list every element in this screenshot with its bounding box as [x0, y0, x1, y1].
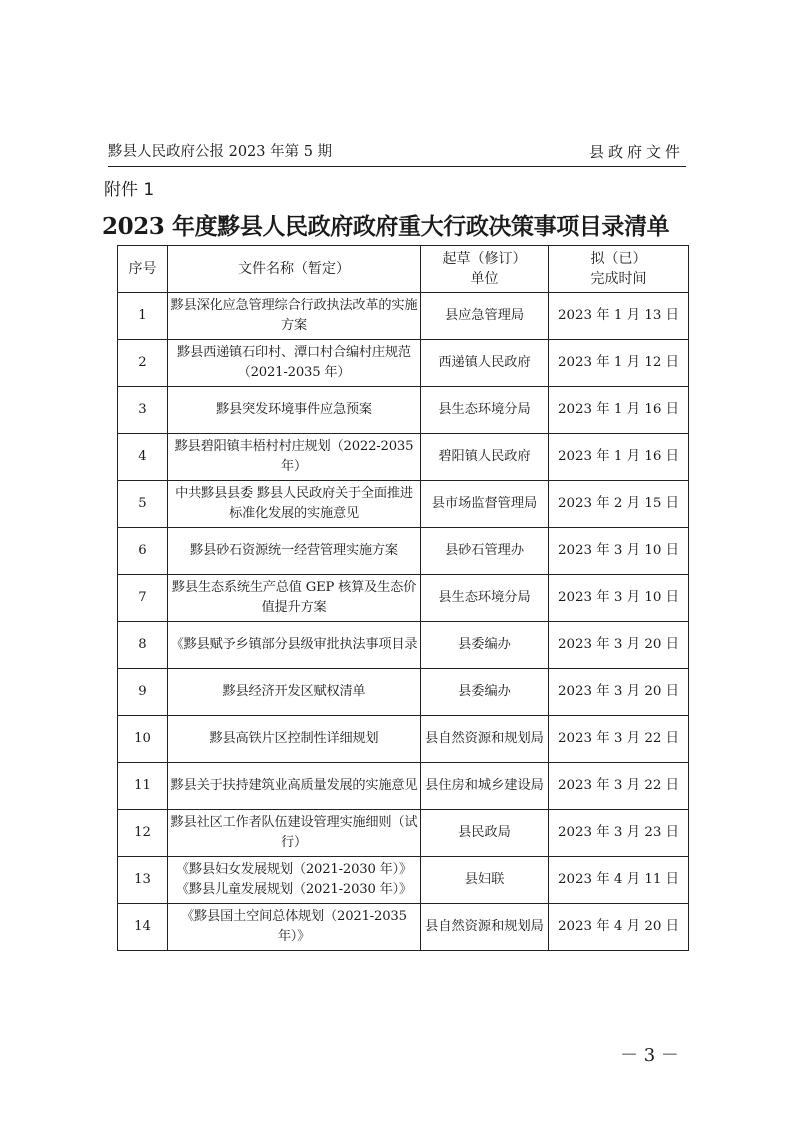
header-date-line2: 完成时间: [590, 271, 647, 287]
row-seq: 14: [118, 904, 168, 951]
row-date: 2023 年 1 月 16 日: [549, 434, 689, 481]
row-name: 黟县经济开发区赋权清单: [168, 669, 421, 716]
header-unit-line1: 起草（修订）: [442, 251, 527, 267]
table-row: [118, 763, 689, 810]
row-date: 2023 年 1 月 16 日: [549, 387, 689, 434]
row-seq: 9: [118, 669, 168, 716]
header-date: [549, 246, 689, 293]
row-date: 2023 年 1 月 13 日: [549, 293, 689, 340]
header-seq: 序号: [118, 246, 168, 293]
row-unit: 县委编办: [421, 622, 549, 669]
header-name: 文件名称（暂定）: [168, 246, 421, 293]
table-row: [118, 434, 689, 481]
row-date: 2023 年 3 月 23 日: [549, 810, 689, 857]
row-date: 2023 年 3 月 10 日: [549, 528, 689, 575]
row-seq: 1: [118, 293, 168, 340]
section-name: 县政府文件: [588, 143, 684, 161]
table-row: [118, 669, 689, 716]
row-unit: 县民政局: [421, 810, 549, 857]
row-unit: 县生态环境分局: [421, 575, 549, 622]
row-date: 2023 年 1 月 12 日: [549, 340, 689, 387]
row-unit: 县妇联: [421, 857, 549, 904]
header-date-line1: 拟（已）: [590, 251, 647, 267]
table-row: [118, 716, 689, 763]
row-date: 2023 年 4 月 11 日: [549, 857, 689, 904]
row-seq: 12: [118, 810, 168, 857]
table-row: [118, 528, 689, 575]
page-header: [108, 142, 686, 167]
row-name: 黟县高铁片区控制性详细规划: [168, 716, 421, 763]
row-unit: 县委编办: [421, 669, 549, 716]
row-seq: 10: [118, 716, 168, 763]
row-name: 黟县西递镇石印村、潭口村合编村庄规范（2021-2035 年）: [168, 340, 421, 387]
row-date: 2023 年 3 月 20 日: [549, 622, 689, 669]
attachment-label: 附件 1: [104, 180, 155, 200]
page-number: － 3 －: [620, 1045, 679, 1066]
row-unit: 县砂石管理办: [421, 528, 549, 575]
table-row: [118, 622, 689, 669]
row-name: 黟县关于扶持建筑业高质量发展的实施意见: [168, 763, 421, 810]
table-row: [118, 810, 689, 857]
row-seq: 8: [118, 622, 168, 669]
header-unit-line2: 单位: [470, 271, 499, 287]
row-unit: 县自然资源和规划局: [421, 904, 549, 951]
row-unit: 县生态环境分局: [421, 387, 549, 434]
row-date: 2023 年 3 月 22 日: [549, 763, 689, 810]
row-name: 《黟县赋予乡镇部分县级审批执法事项目录: [168, 622, 421, 669]
row-seq: 2: [118, 340, 168, 387]
row-name: 黟县碧阳镇丰梧村村庄规划（2022-2035 年）: [168, 434, 421, 481]
row-seq: 13: [118, 857, 168, 904]
row-seq: 5: [118, 481, 168, 528]
row-unit: 西递镇人民政府: [421, 340, 549, 387]
row-seq: 7: [118, 575, 168, 622]
row-date: 2023 年 4 月 20 日: [549, 904, 689, 951]
row-unit: 县住房和城乡建设局: [421, 763, 549, 810]
table-row: [118, 340, 689, 387]
row-seq: 11: [118, 763, 168, 810]
row-name: 《黟县妇女发展规划（2021-2030 年）》《黟县儿童发展规划（2021-2030 年）》: [168, 857, 421, 904]
row-name: 黟县生态系统生产总值 GEP 核算及生态价值提升方案: [168, 575, 421, 622]
row-name: 中共黟县县委 黟县人民政府关于全面推进标准化发展的实施意见: [168, 481, 421, 528]
row-seq: 4: [118, 434, 168, 481]
row-date: 2023 年 2 月 15 日: [549, 481, 689, 528]
row-unit: 县自然资源和规划局: [421, 716, 549, 763]
table-header-row: [118, 246, 689, 293]
row-name: 《黟县国土空间总体规划（2021-2035 年）》: [168, 904, 421, 951]
row-date: 2023 年 3 月 10 日: [549, 575, 689, 622]
row-seq: 3: [118, 387, 168, 434]
table-row: [118, 575, 689, 622]
row-name: 黟县砂石资源统一经营管理实施方案: [168, 528, 421, 575]
row-name: 黟县突发环境事件应急预案: [168, 387, 421, 434]
row-unit: 碧阳镇人民政府: [421, 434, 549, 481]
row-unit: 县市场监督管理局: [421, 481, 549, 528]
row-date: 2023 年 3 月 22 日: [549, 716, 689, 763]
row-name: 黟县深化应急管理综合行政执法改革的实施方案: [168, 293, 421, 340]
header-unit: [421, 246, 549, 293]
table-row: [118, 481, 689, 528]
table-row: [118, 857, 689, 904]
row-seq: 6: [118, 528, 168, 575]
table-row: [118, 387, 689, 434]
table-row: [118, 904, 689, 951]
gazette-issue: 黟县人民政府公报 2023 年第 5 期: [108, 144, 333, 160]
decision-list-table: [117, 245, 689, 951]
page-title: 2023 年度黟县人民政府政府重大行政决策事项目录清单: [102, 213, 670, 240]
row-unit: 县应急管理局: [421, 293, 549, 340]
row-date: 2023 年 3 月 20 日: [549, 669, 689, 716]
table-row: [118, 293, 689, 340]
row-name: 黟县社区工作者队伍建设管理实施细则（试行）: [168, 810, 421, 857]
